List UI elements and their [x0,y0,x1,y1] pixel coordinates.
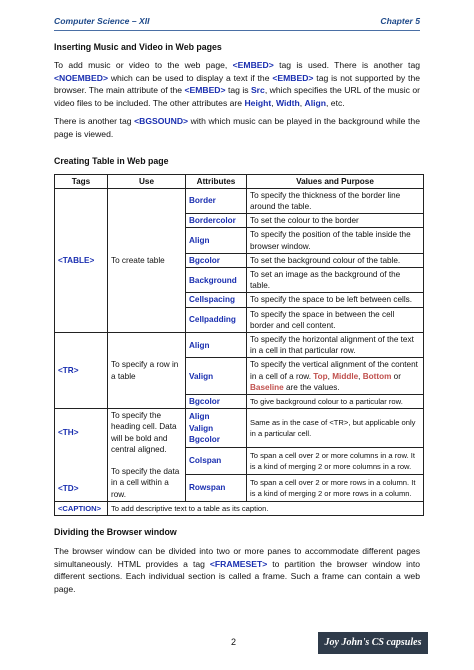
attr-cell: Background [186,267,247,292]
col-header-values: Values and Purpose [247,174,424,188]
tag-th-td [55,409,108,502]
attr-cell: Align [186,333,247,358]
value-cell: To add descriptive text to a table as its caption. [108,501,424,515]
page-header [54,16,420,31]
col-header-use: Use [108,174,186,188]
tag-table: <TABLE> [55,188,108,332]
attr-cell: Valign [186,358,247,395]
value-cell: To specify the horizontal alignment of the text in a cell in that particular row. [247,333,424,358]
attr-cell: Bgcolor [186,253,247,267]
attr-cell: Border [186,188,247,213]
attr-cell: Rowspan [186,474,247,501]
html-table-reference [54,174,424,516]
attr-cell: Cellspacing [186,293,247,307]
tag-tr: <TR> [55,333,108,409]
table-header-row [55,174,424,188]
value-cell: To set the colour to the border [247,214,424,228]
header-subject: Computer Science – XII [54,16,150,26]
value-cell: To specify the position of the table inside the browser window. [247,228,424,253]
value-cell: Same as in the case of <TR>, but applicable only in a particular cell. [247,409,424,448]
value-cell: To specify the space to be left between cells. [247,293,424,307]
tag-td: <TD> [58,484,79,494]
attr-cell: Colspan [186,448,247,475]
header-chapter: Chapter 5 [380,16,420,26]
section-title-frames: Dividing the Browser window [54,527,177,538]
attr-cell: Bordercolor [186,214,247,228]
col-header-attributes: Attributes [186,174,247,188]
use-tr: To specify a row in a table [108,333,186,409]
value-cell: To give background colour to a particular row. [247,395,424,409]
value-cell: To specify the thickness of the border line around the table. [247,188,424,213]
page-number: 2 [231,637,237,647]
page-footer [54,632,420,658]
paragraph-bgsound: There is another tag <BGSOUND> with which music can be played in the background while the page is viewed. [54,116,420,139]
paragraph-frameset: The browser window can be divided into two or more panes to accommodate different pages simultaneously. HTML provides a tag <FRAMESET> to partition the browser window into different sections. Each individual section is called a frame. Such a frame can contain a web page. [54,546,421,594]
use-th-td [108,409,186,502]
table-row [55,501,424,515]
paragraph-embed: To add music or video to the web page, <EMBED> tag is used. There is another tag <NOEMBED> which can be used to display a text if the <EMBED> tag is not supported by the browser. The main attribute of the <EMBED> tag is Src, which specifies the URL of the music or video files to be included. The other attributes are Height, Width, Align, etc. [54,60,421,108]
value-cell: To span a cell over 2 or more rows in a column. It is a kind of merging 2 or more rows in a column. [247,474,424,501]
section-title-music-video: Inserting Music and Video in Web pages [54,42,222,52]
value-cell: To span a cell over 2 or more columns in a row. It is a kind of merging 2 or more columns in a row. [247,448,424,475]
col-header-tags: Tags [55,174,108,188]
use-table: To create table [108,188,186,332]
footer-badge: Joy John's CS capsules [318,632,428,654]
value-cell: To set the background colour of the table. [247,253,424,267]
value-cell: To set an image as the background of the table. [247,267,424,292]
use-td: To specify the data in a cell within a row. [111,467,180,499]
attr-cell: Bgcolor [186,395,247,409]
tag-caption: <CAPTION> [55,501,108,515]
table-row [55,188,424,213]
table-row [55,333,424,358]
attr-cell: Align Valign Bgcolor [186,409,247,448]
value-cell: To specify the space in between the cell border and cell content. [247,307,424,332]
attr-cell: Align [186,228,247,253]
tag-th: <TH> [58,428,79,438]
page-content [54,36,420,595]
use-th: To specify the heading cell. Data will be bold and central aligned. [111,411,177,454]
attr-cell: Cellpadding [186,307,247,332]
table-row [55,409,424,448]
value-cell: To specify the vertical alignment of the content in a cell of a row. Top, Middle, Bottom or Baseline are the values. [247,358,424,395]
section-title-table: Creating Table in Web page [54,155,169,166]
